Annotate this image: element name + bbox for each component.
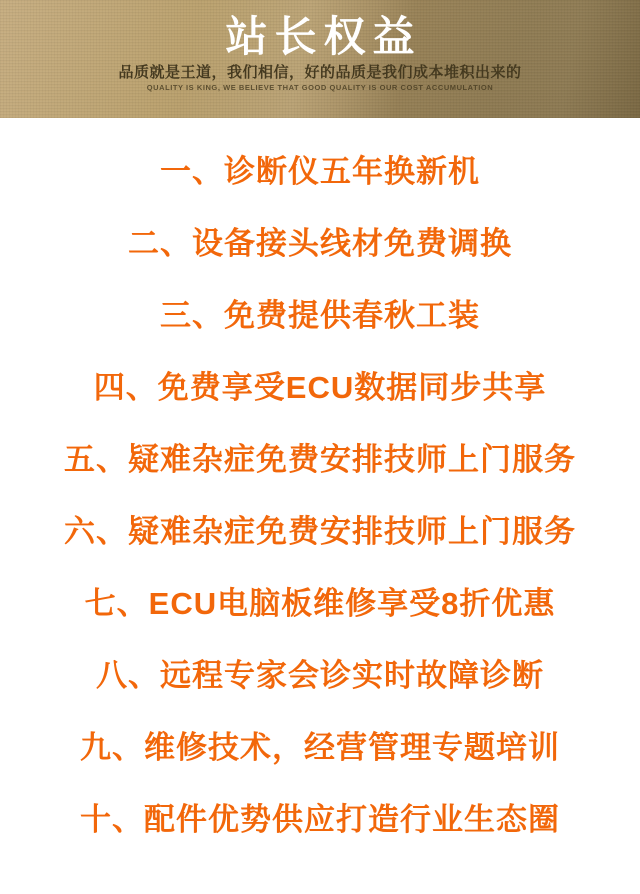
benefit-item-9: 九、维修技术，经营管理专题培训: [80, 730, 560, 765]
benefit-item-10: 十、配件优势供应打造行业生态圈: [80, 802, 560, 837]
benefit-item-4: 四、免费享受ECU数据同步共享: [93, 370, 547, 405]
header-subtitle: 品质就是王道，我们相信，好的品质是我们成本堆积出来的: [118, 64, 522, 81]
benefit-item-8: 八、远程专家会诊实时故障诊断: [96, 658, 544, 693]
benefit-item-6: 六、疑难杂症免费安排技师上门服务: [64, 514, 576, 549]
header-banner: [0, 0, 640, 118]
benefit-item-3: 三、免费提供春秋工装: [160, 298, 480, 333]
header-subtitle-english: QUALITY IS KING, WE BELIEVE THAT GOOD QUALITY IS OUR COST ACCUMULATION: [146, 83, 494, 92]
benefits-list: [0, 118, 640, 856]
benefit-item-5: 五、疑难杂症免费安排技师上门服务: [64, 442, 576, 477]
page-title: 站长权益: [225, 13, 422, 60]
benefit-item-2: 二、设备接头线材免费调换: [128, 226, 512, 261]
benefit-item-1: 一、诊断仪五年换新机: [160, 154, 480, 189]
benefit-item-7: 七、ECU电脑板维修享受8折优惠: [84, 586, 556, 621]
